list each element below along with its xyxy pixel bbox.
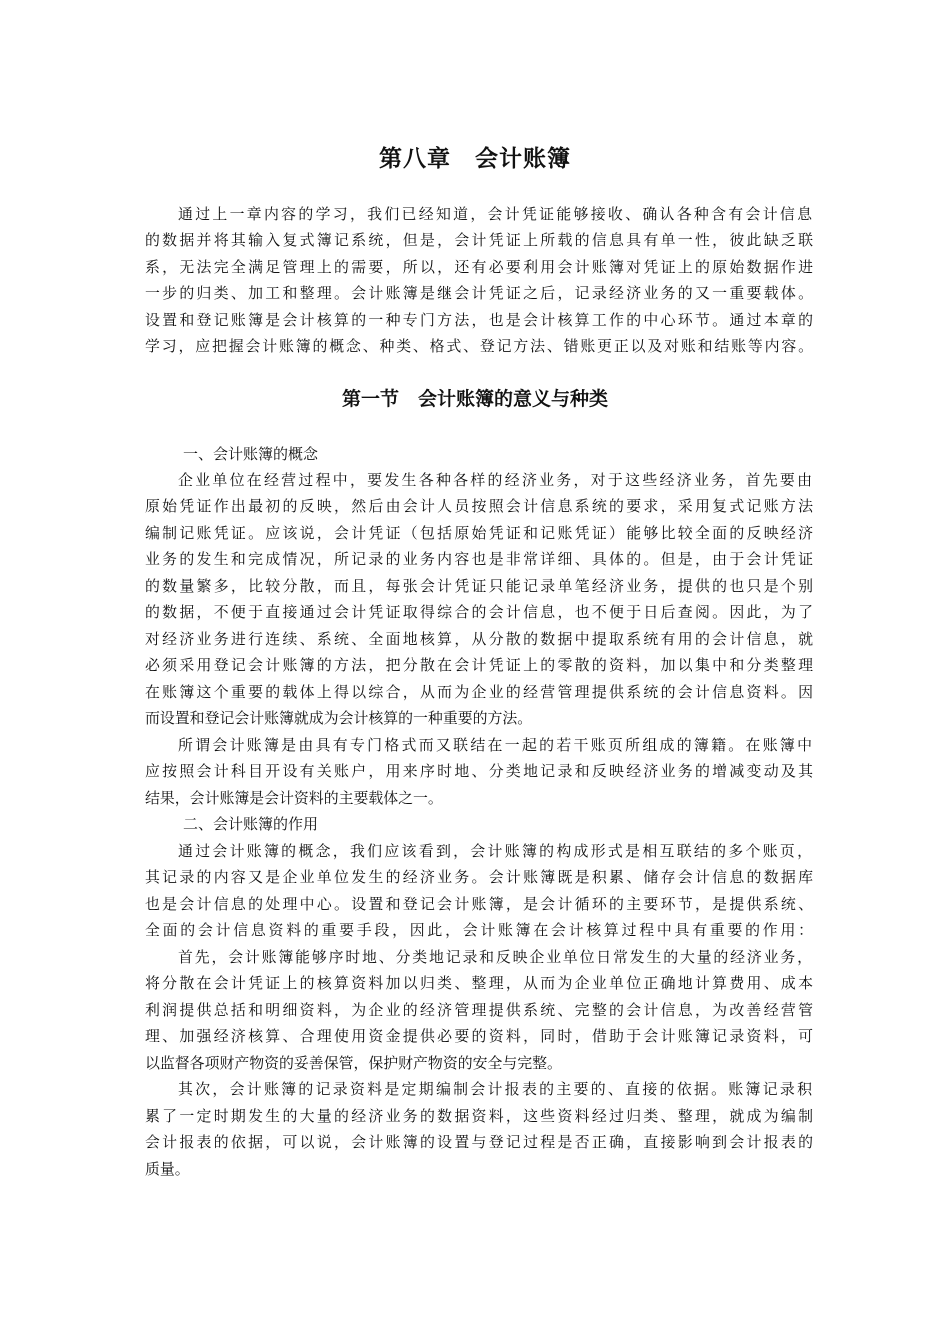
body-line: 原始凭证作出最初的反映，然后由会计人员按照会计信息系统的要求，采用复式记账方法 [145,497,813,515]
body-line: 业务的发生和完成情况，所记录的业务内容也是非常详细、具体的。但是，由于会计凭证 [145,550,813,568]
body-line: 以监督各项财产物资的妥善保管，保护财产物资的安全与完整。 [145,1054,562,1072]
body-line: 将分散在会计凭证上的核算资料加以归类、整理，从而为企业单位正确地计算费用、成本 [145,974,813,992]
body-line: 在账簿这个重要的载体上得以综合，从而为企业的经营管理提供系统的会计信息资料。因 [145,683,813,701]
body-line: 也是会计信息的处理中心。设置和登记会计账簿，是会计循环的主要环节，是提供系统、 [145,895,813,913]
body-line: 而设置和登记会计账簿就成为会计核算的一种重要的方法。 [145,709,533,727]
body-line: 累了一定时期发生的大量的经济业务的数据资料，这些资料经过归类、整理，就成为编制 [145,1107,813,1125]
body-line: 会计报表的依据，可以说，会计账簿的设置与登记过程是否正确，直接影响到会计报表的 [145,1133,813,1151]
body-line: 编制记账凭证。应该说，会计凭证（包括原始凭证和记账凭证）能够比较全面的反映经济 [145,524,813,542]
chapter-title: 第八章 会计账簿 [379,146,571,172]
body-line: 的数据，不便于直接通过会计凭证取得综合的会计信息，也不便于日后查阅。因此，为了 [145,603,813,621]
intro-line: 设置和登记账簿是会计核算的一种专门方法，也是会计核算工作的中心环节。通过本章的 [145,311,813,329]
body-line: 通过会计账簿的概念，我们应该看到，会计账簿的构成形式是相互联结的多个账页， [178,842,812,860]
body-line: 企业单位在经营过程中，要发生各种各样的经济业务，对于这些经济业务，首先要由 [178,471,812,489]
intro-line: 学习，应把握会计账簿的概念、种类、格式、登记方法、错账更正以及对账和结账等内容。 [145,337,813,355]
body-line: 对经济业务进行连续、系统、全面地核算，从分散的数据中提取系统有用的会计信息，就 [145,630,813,648]
body-line: 其次，会计账簿的记录资料是定期编制会计报表的主要的、直接的依据。账簿记录积 [178,1080,812,1098]
body-line: 质量。 [145,1160,190,1178]
body-line: 必须采用登记会计账簿的方法，把分散在会计凭证上的零散的资料，加以集中和分类整理 [145,656,813,674]
body-line: 结果，会计账簿是会计资料的主要载体之一。 [145,789,443,807]
body-line: 全面的会计信息资料的重要手段，因此，会计账簿在会计核算过程中具有重要的作用： [145,921,813,939]
intro-line: 的数据并将其输入复式簿记系统，但是，会计凭证上所载的信息具有单一性，彼此缺乏联 [145,231,813,249]
body-line: 利润提供总括和明细资料，为企业的经济管理提供系统、完整的会计信息，为改善经营管 [145,1001,813,1019]
section-title: 第一节 会计账簿的意义与种类 [341,388,608,410]
subsection-heading: 二、会计账簿的作用 [183,815,319,833]
body-line: 的数量繁多，比较分散，而且，每张会计凭证只能记录单笔经济业务，提供的也只是个别 [145,577,813,595]
body-line: 其记录的内容又是企业单位发生的经济业务。会计账簿既是积累、储存会计信息的数据库 [145,868,813,886]
body-line: 所谓会计账簿是由具有专门格式而又联结在一起的若干账页所组成的簿籍。在账簿中 [178,736,812,754]
body-line: 应按照会计科目开设有关账户，用来序时地、分类地记录和反映经济业务的增减变动及其 [145,762,813,780]
body-line: 首先，会计账簿能够序时地、分类地记录和反映企业单位日常发生的大量的经济业务， [178,948,812,966]
body-line: 理、加强经济核算、合理使用资金提供必要的资料，同时，借助于会计账簿记录资料，可 [145,1027,813,1045]
intro-line: 一步的归类、加工和整理。会计账簿是继会计凭证之后，记录经济业务的又一重要载体。 [145,284,813,302]
subsection-heading: 一、会计账簿的概念 [183,445,319,463]
intro-line: 系，无法完全满足管理上的需要，所以，还有必要利用会计账簿对凭证上的原始数据作进 [145,258,813,276]
intro-line: 通过上一章内容的学习，我们已经知道，会计凭证能够接收、确认各种含有会计信息 [178,205,812,223]
